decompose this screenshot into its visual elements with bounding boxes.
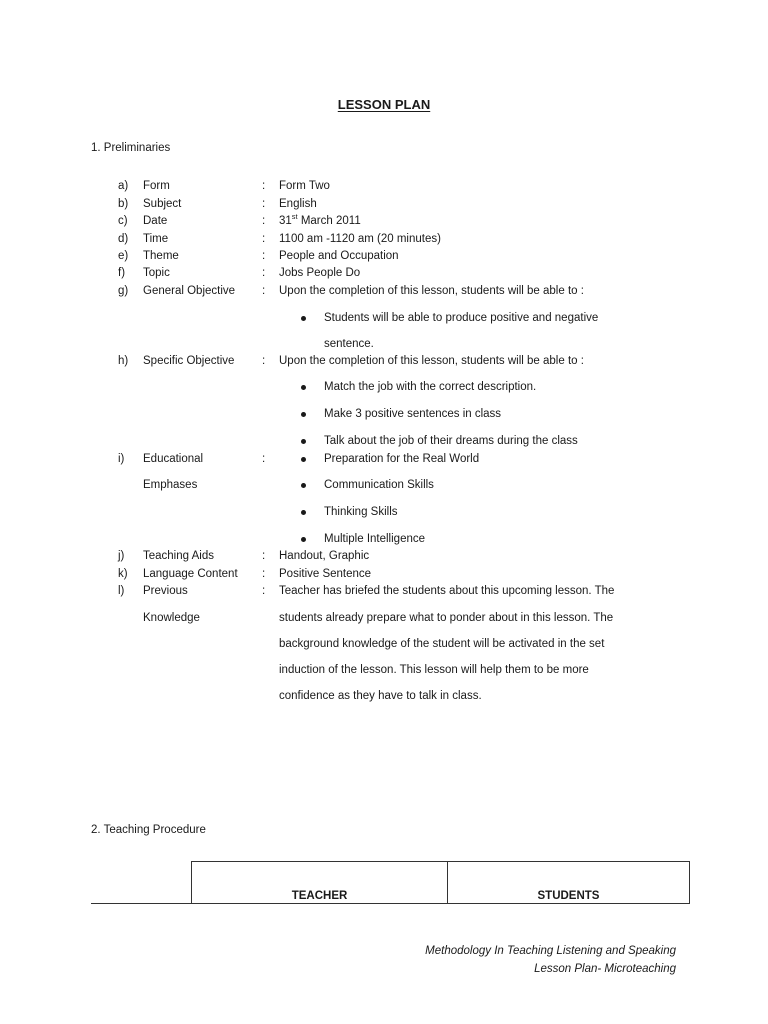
item-label: Language Content bbox=[143, 568, 238, 580]
item-value: Upon the completion of this lesson, students will be able to : bbox=[279, 285, 584, 297]
item-colon: : bbox=[262, 267, 266, 279]
item-letter: b) bbox=[118, 198, 129, 210]
bullet-text-continued: sentence. bbox=[324, 338, 374, 350]
item-label: Theme bbox=[143, 250, 179, 262]
table-right-border bbox=[689, 861, 690, 904]
paragraph-line: confidence as they have to talk in class. bbox=[279, 690, 482, 702]
date-suffix: st bbox=[291, 212, 298, 221]
prelim-item-previous-knowledge bbox=[0, 584, 768, 702]
paragraph-line: students already prepare what to ponder about in this lesson. The bbox=[279, 612, 614, 624]
item-label: Previous bbox=[143, 585, 188, 597]
bullet-text: Make 3 positive sentences in class bbox=[324, 408, 502, 420]
paragraph-line: background knowledge of the student will be activated in the set bbox=[279, 638, 605, 650]
prelim-item-subject bbox=[0, 197, 768, 211]
item-letter: k) bbox=[118, 568, 128, 580]
column-header-teacher: TEACHER bbox=[291, 890, 348, 902]
item-letter: l) bbox=[118, 585, 125, 597]
table-bottom-border bbox=[91, 903, 690, 904]
bullet-icon bbox=[301, 439, 306, 444]
section-heading-preliminaries: 1. Preliminaries bbox=[91, 142, 171, 154]
item-colon: : bbox=[262, 453, 266, 465]
prelim-item-topic bbox=[0, 266, 768, 280]
item-letter: g) bbox=[118, 285, 129, 297]
date-rest: March 2011 bbox=[297, 215, 361, 227]
item-colon: : bbox=[262, 250, 266, 262]
item-letter: a) bbox=[118, 180, 129, 192]
bullet-icon bbox=[301, 510, 306, 515]
bullet-text: Students will be able to produce positive and negative bbox=[324, 312, 599, 324]
item-letter: c) bbox=[118, 215, 128, 227]
prelim-item-form bbox=[0, 179, 768, 193]
item-label: Time bbox=[143, 233, 169, 245]
prelim-item-teaching-aids bbox=[0, 549, 768, 563]
item-colon: : bbox=[262, 285, 266, 297]
bullet-icon bbox=[301, 537, 306, 542]
bullet-icon bbox=[301, 457, 306, 462]
bullet-text: Thinking Skills bbox=[324, 506, 398, 518]
paragraph-line: induction of the lesson. This lesson will help them to be more bbox=[279, 664, 589, 676]
bullet-icon bbox=[301, 385, 306, 390]
item-label: Form bbox=[143, 180, 170, 192]
item-colon: : bbox=[262, 198, 266, 210]
item-colon: : bbox=[262, 585, 266, 597]
item-value: Handout, Graphic bbox=[279, 550, 370, 562]
prelim-item-general-objective bbox=[0, 284, 768, 350]
prelim-item-date bbox=[0, 214, 768, 228]
item-label: General Objective bbox=[143, 285, 236, 297]
item-value: Upon the completion of this lesson, students will be able to : bbox=[279, 355, 584, 367]
paragraph-line: Teacher has briefed the students about this upcoming lesson. The bbox=[279, 585, 615, 597]
item-label: Topic bbox=[143, 267, 170, 279]
item-colon: : bbox=[262, 568, 266, 580]
item-value: English bbox=[279, 198, 317, 210]
item-letter: f) bbox=[118, 267, 126, 279]
date-day: 31 bbox=[279, 215, 292, 227]
item-colon: : bbox=[262, 215, 266, 227]
bullet-text: Match the job with the correct description. bbox=[324, 381, 537, 393]
item-label: Specific Objective bbox=[143, 355, 235, 367]
bullet-icon bbox=[301, 412, 306, 417]
prelim-item-language-content bbox=[0, 567, 768, 581]
item-letter: d) bbox=[118, 233, 129, 245]
bullet-text: Multiple Intelligence bbox=[324, 533, 426, 545]
prelim-item-theme bbox=[0, 249, 768, 263]
item-label-continued: Knowledge bbox=[143, 612, 200, 624]
item-label: Subject bbox=[143, 198, 182, 210]
prelim-item-time bbox=[0, 232, 768, 246]
table-top-border bbox=[191, 861, 690, 862]
item-value: 1100 am -1120 am (20 minutes) bbox=[279, 233, 441, 245]
item-letter: j) bbox=[118, 550, 125, 562]
item-label: Educational bbox=[143, 453, 204, 465]
item-letter: e) bbox=[118, 250, 129, 262]
item-colon: : bbox=[262, 180, 266, 192]
prelim-item-educational-emphases bbox=[0, 452, 768, 545]
item-value: Jobs People Do bbox=[279, 267, 361, 279]
item-value: Form Two bbox=[279, 180, 330, 192]
column-header-students: STUDENTS bbox=[537, 890, 600, 902]
item-label-continued: Emphases bbox=[143, 479, 198, 491]
bullet-text: Talk about the job of their dreams during the class bbox=[324, 435, 578, 447]
bullet-text: Preparation for the Real World bbox=[324, 453, 480, 465]
item-label: Teaching Aids bbox=[143, 550, 214, 562]
item-colon: : bbox=[262, 233, 266, 245]
item-colon: : bbox=[262, 355, 266, 367]
bullet-icon bbox=[301, 483, 306, 488]
document-title: LESSON PLAN bbox=[337, 97, 431, 112]
item-value-date bbox=[279, 214, 361, 228]
section-heading-teaching-procedure: 2. Teaching Procedure bbox=[91, 824, 206, 836]
item-letter: i) bbox=[118, 453, 125, 465]
footer-document-type: Lesson Plan- Microteaching bbox=[534, 963, 676, 975]
footer-course-title: Methodology In Teaching Listening and Speaking bbox=[425, 945, 676, 957]
item-value: People and Occupation bbox=[279, 250, 399, 262]
bullet-text: Communication Skills bbox=[324, 479, 434, 491]
bullet-icon bbox=[301, 316, 306, 321]
prelim-item-specific-objective bbox=[0, 354, 768, 447]
item-value: Positive Sentence bbox=[279, 568, 372, 580]
item-letter: h) bbox=[118, 355, 129, 367]
item-colon: : bbox=[262, 550, 266, 562]
item-label: Date bbox=[143, 215, 168, 227]
